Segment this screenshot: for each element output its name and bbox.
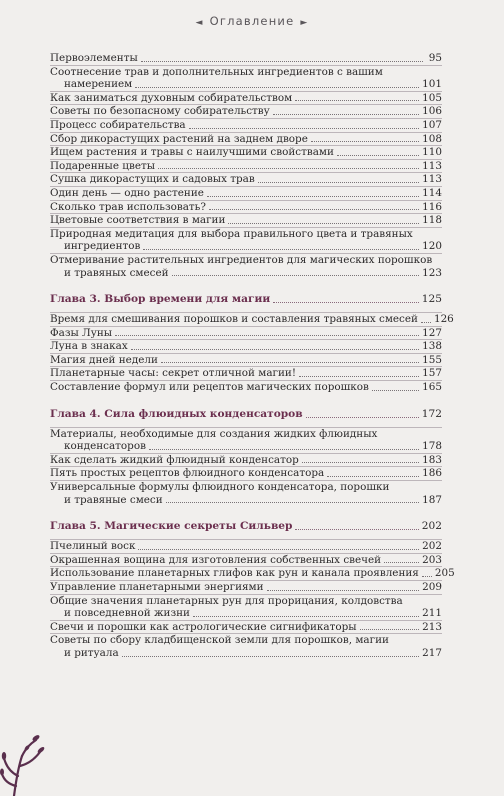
toc-entry[interactable] [50,453,442,467]
dot-leader [149,449,419,450]
page-number: 118 [422,214,442,227]
page-number: 95 [428,52,442,64]
entry-title-line2: и травяных смесей [64,266,169,279]
page-number: 120 [422,240,442,253]
dot-leader [295,529,418,530]
toc-entry[interactable] [50,427,442,453]
toc-entry[interactable] [50,104,442,118]
dot-leader [158,168,419,169]
toc-entry[interactable] [50,253,442,279]
toc-group-b [50,312,454,394]
entry-title-line2: и травяные смеси [64,493,163,506]
toc-entry[interactable] [50,91,442,105]
toc-entry[interactable] [50,326,442,340]
page-number: 155 [422,353,442,366]
entry-title-line2: и повседневной жизни [64,607,190,620]
page-number: 157 [422,367,442,380]
page-number: 127 [422,326,442,339]
page-number: 107 [422,118,442,131]
dot-leader [422,576,432,577]
entry-title: Планетарные часы: секрет отличной магии! [50,367,297,380]
page-number: 113 [422,159,442,172]
plant-ornament-icon [0,686,46,796]
toc-group-a [50,52,442,279]
dot-leader [267,590,420,591]
entry-title: Подаренные цветы [50,159,155,172]
dot-leader [372,390,419,391]
page-number: 209 [422,581,442,593]
entry-title: Один день — одно растение [50,186,204,199]
page-number: 211 [422,607,442,620]
page-number: 106 [422,105,442,118]
page-number: 101 [422,78,442,91]
dot-leader [299,376,419,377]
entry-title-line1: Природная медитация для выбора правильного цвета и травяных [50,227,413,240]
entry-title: Сколько трав использовать? [50,200,206,213]
chapter-5-heading[interactable] [50,520,442,533]
toc-entry[interactable] [50,366,442,380]
dot-leader [273,302,419,303]
dot-leader [135,87,419,88]
chapter-title: Глава 4. Сила флюидных конденсаторов [50,407,303,420]
toc-entry[interactable] [50,132,442,146]
entry-title: Процесс собирательства [50,118,186,131]
entry-title: Сушка дикорастущих и садовых трав [50,173,255,186]
entry-title-line1: Материалы, необходимые для создания жидких флюидных [50,427,378,440]
dot-leader [302,462,419,463]
dot-leader [122,656,419,657]
page-number: 108 [422,132,442,145]
toc-entry[interactable] [50,200,442,214]
toc-entry[interactable] [50,339,442,353]
toc-group-d [50,539,455,659]
chapter-3-heading[interactable] [50,293,442,306]
chapter-4-heading[interactable] [50,408,442,421]
entry-title-line2: намерением [64,78,133,91]
entry-title: Окрашенная вощина для изготовления собственных свечей [50,553,382,566]
page-header [0,14,504,28]
toc-group-c [50,427,442,507]
dot-leader [172,275,420,276]
toc-entry[interactable] [50,553,442,567]
entry-title: Как сделать жидкий флюидный конденсатор [50,453,299,466]
page-number: 186 [422,467,442,480]
entry-title: Магия дней недели [50,353,158,366]
page-number: 123 [422,266,442,279]
dot-leader [143,249,419,250]
dot-leader [258,182,419,183]
entry-title: Цветовые соответствия в магии [50,214,226,227]
dot-leader [193,616,419,617]
toc-entry[interactable] [50,380,442,394]
page-number: 202 [422,540,442,553]
entry-title: Свечи и порошки как астрологические сигнификаторы [50,620,357,633]
toc-entry[interactable] [50,186,442,200]
entry-title-line2: конденсаторов [64,440,146,453]
entry-title: Управление планетарными энергиями [50,581,264,593]
page-number: 165 [422,381,442,394]
entry-line2 [50,267,442,280]
dot-leader [337,155,419,156]
dot-leader [384,562,419,563]
page-number: 105 [422,91,442,104]
right-arrow-icon: ► [300,18,309,28]
entry-title: Пять простых рецептов флюидного конденсатора [50,467,325,480]
header-title: Оглавление [209,14,295,28]
toc-entry[interactable] [50,466,442,480]
entry-title-line1: Общие значения планетарных рун для прорицания, колдовства [50,594,403,607]
toc-entry[interactable] [50,620,442,634]
entry-title: Фазы Луны [50,326,113,339]
entry-title: Луна в знаках [50,340,128,353]
toc-entry[interactable] [50,539,442,553]
page-number: 203 [422,553,442,566]
page-number: 138 [422,340,442,353]
page-number: 213 [422,620,442,633]
entry-title: Первоэлементы [50,52,138,64]
toc-entry[interactable] [50,594,442,620]
entry-title-line1: Универсальные формулы флюидного конденсатора, порошки [50,481,390,494]
toc-entry[interactable] [50,353,442,367]
entry-title: Составление формул или рецептов магических порошков [50,381,369,394]
entry-title: Ищем растения и травы с наилучшими свойствами [50,146,334,159]
dot-leader [327,476,419,477]
chapter-title: Глава 3. Выбор времени для магии [50,293,271,306]
page-number: 187 [422,493,442,506]
dot-leader [115,335,419,336]
toc-entry[interactable] [50,580,442,594]
dot-leader [161,362,419,363]
table-of-contents [50,52,455,660]
page-number: 116 [422,200,442,213]
page-number: 178 [422,440,442,453]
entry-line2 [50,607,442,620]
entry-line2 [50,494,442,507]
page-number: 125 [421,293,442,306]
toc-entry[interactable] [50,159,442,173]
entry-title: Сбор дикорастущих растений на заднем дворе [50,132,308,145]
dot-leader [295,100,419,101]
dot-leader [209,209,419,210]
page-number: 172 [421,407,442,420]
dot-leader [360,629,420,630]
toc-entry[interactable] [50,118,442,132]
toc-entry[interactable] [50,172,442,186]
entry-title-line2: и ритуала [64,646,119,659]
entry-title-line1: Соотнесение трав и дополнительных ингредиентов с вашим [50,65,383,78]
toc-entry[interactable] [50,480,442,506]
dot-leader [138,549,419,550]
entry-title-line1: Отмеривание растительных ингредиентов для магических порошков [50,253,433,266]
dot-leader [273,114,419,115]
dot-leader [306,417,419,418]
toc-entry[interactable] [50,145,442,159]
toc-entry[interactable] [50,65,442,91]
entry-title: Использование планетарных глифов как рун и канала проявления [50,567,419,580]
entry-title-line2: ингредиентов [64,240,141,253]
toc-entry[interactable] [50,566,455,580]
entry-line2 [50,240,442,253]
toc-entry[interactable] [50,633,442,659]
page-number: 126 [433,313,454,326]
entry-title: Как заниматься духовным собирательством [50,91,293,104]
dot-leader [228,223,419,224]
dot-leader [131,349,419,350]
page-number: 114 [422,186,442,199]
toc-entry[interactable] [50,227,442,253]
entry-title-line1: Советы по сбору кладбищенской земли для порошков, магии [50,634,389,647]
entry-line2 [50,647,442,660]
chapter-title: Глава 5. Магические секреты Сильвер [50,520,293,533]
page-number: 183 [422,453,442,466]
page-number: 113 [422,173,442,186]
entry-title: Советы по безопасному собирательству [50,105,270,118]
dot-leader [421,322,431,323]
dot-leader [311,141,419,142]
entry-title: Пчелиный воск [50,540,136,553]
dot-leader [141,61,423,62]
toc-entry[interactable] [50,213,442,227]
entry-line2 [50,78,442,91]
dot-leader [189,128,420,129]
entry-title: Время для смешивания порошков и составления травяных смесей [50,313,418,326]
left-arrow-icon: ◄ [195,18,204,28]
dot-leader [207,196,419,197]
toc-entry[interactable] [50,52,442,65]
toc-entry[interactable] [50,312,454,326]
page-number: 205 [434,567,455,580]
page-number: 217 [422,646,442,659]
dot-leader [166,502,419,503]
page-number: 110 [422,146,442,159]
entry-line2 [50,440,442,453]
page-number: 202 [421,520,442,533]
